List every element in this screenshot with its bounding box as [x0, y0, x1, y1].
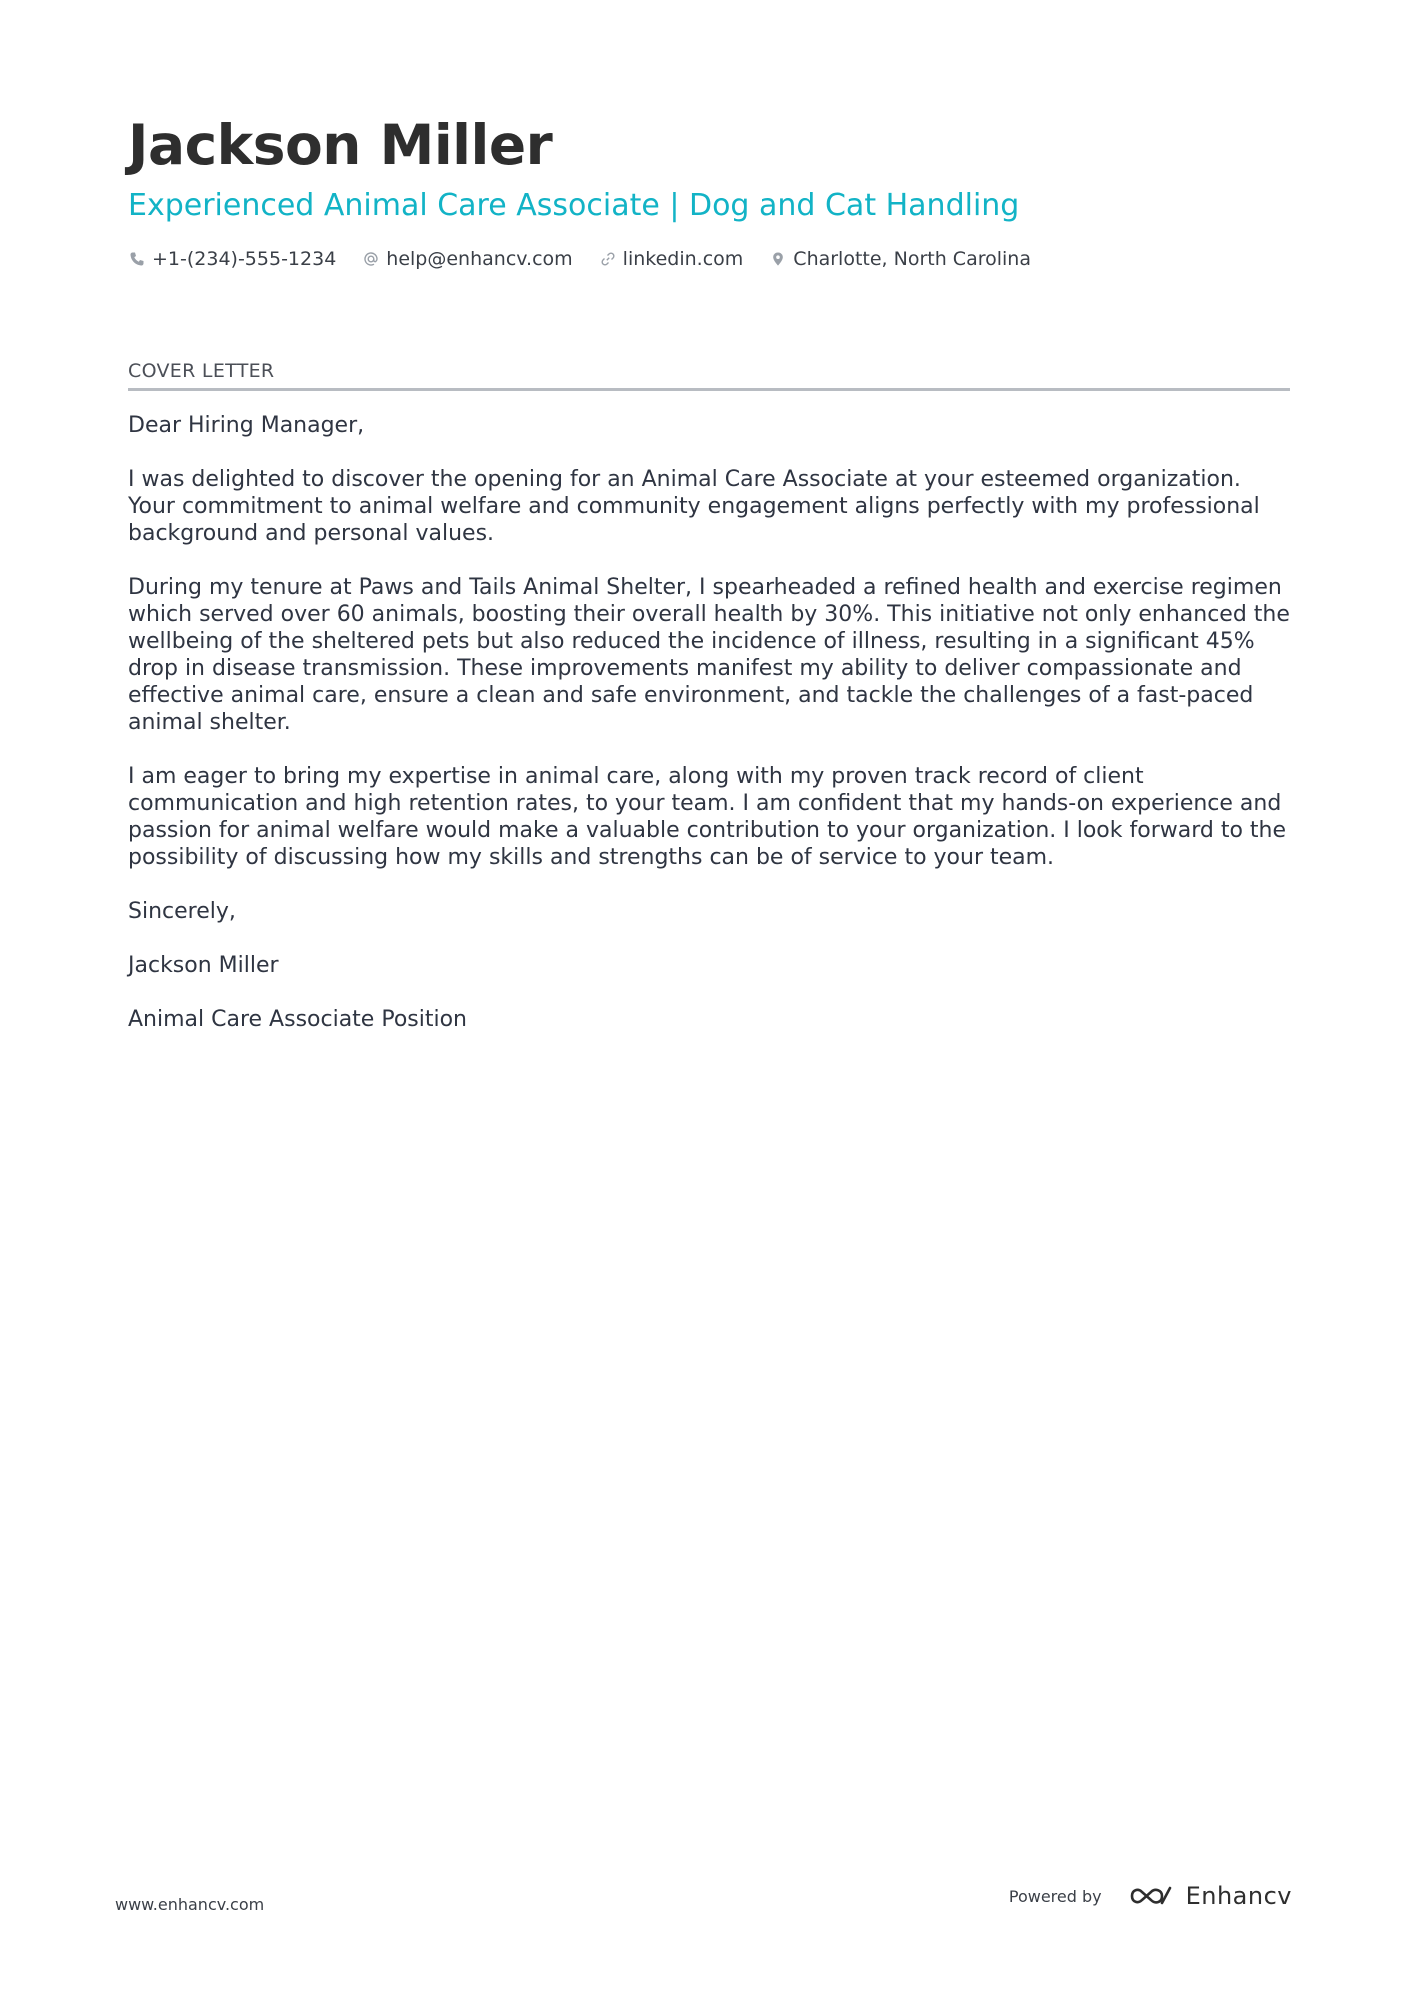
link-icon: [599, 250, 617, 268]
at-icon: [362, 250, 380, 268]
letter-paragraph: During my tenure at Paws and Tails Animal Shelter, I spearheaded a refined health and exercise regimen which served over 60 animals, boosting their overall health by 30%. This initiative not only enhanced the wellbeing of the sheltered pets but also reduced the incidence of illness, resulting in a significant 45% drop in disease transmission. These improvements manifest my ability to deliver compassionate and effective animal care, ensure a clean and safe environment, and tackle the challenges of a fast-paced animal shelter.: [128, 575, 1290, 735]
position-line: Animal Care Associate Position: [128, 1007, 467, 1032]
footer-powered-by: [1009, 1882, 1292, 1910]
phone-text: +1-(234)-555-1234: [152, 248, 337, 270]
contact-email: [362, 248, 572, 270]
letter-paragraph: I was delighted to discover the opening for an Animal Care Associate at your esteemed organization. Your commitment to animal welfare and community engagement aligns perfectly with my professional background and personal values.: [128, 467, 1260, 546]
contact-linkedin: [599, 248, 744, 270]
phone-icon: [128, 250, 146, 268]
salutation: Dear Hiring Manager,: [128, 413, 365, 438]
contact-location: [769, 248, 1031, 270]
enhancv-logo-icon: [1128, 1883, 1174, 1909]
letter-paragraph: I am eager to bring my expertise in animal care, along with my proven track record of client communication and high retention rates, to your team. I am confident that my hands-on experience and passion for animal welfare would make a valuable contribution to your organization. I look forward to the possibility of discussing how my skills and strengths can be of service to your team.: [128, 764, 1287, 870]
location-text: Charlotte, North Carolina: [793, 248, 1031, 270]
candidate-name: Jackson Miller: [128, 113, 553, 177]
email-text: help@enhancv.com: [386, 248, 573, 270]
powered-by-label: Powered by: [1008, 1886, 1102, 1906]
section-title-cover-letter: COVER LETTER: [128, 360, 1290, 391]
contact-phone: [128, 248, 336, 270]
candidate-title: Experienced Animal Care Associate | Dog and Cat Handling: [128, 188, 1020, 223]
brand-logo[interactable]: [1128, 1882, 1292, 1910]
footer-website[interactable]: www.enhancv.com: [115, 1895, 265, 1914]
location-pin-icon: [769, 250, 787, 268]
header: [128, 110, 1290, 270]
linkedin-text: linkedin.com: [622, 248, 744, 270]
brand-name: Enhancv: [1185, 1882, 1292, 1910]
closing: Sincerely,: [128, 899, 236, 924]
contact-info: [128, 248, 1290, 270]
signature: Jackson Miller: [128, 953, 279, 978]
letter-body: [128, 412, 1290, 1060]
